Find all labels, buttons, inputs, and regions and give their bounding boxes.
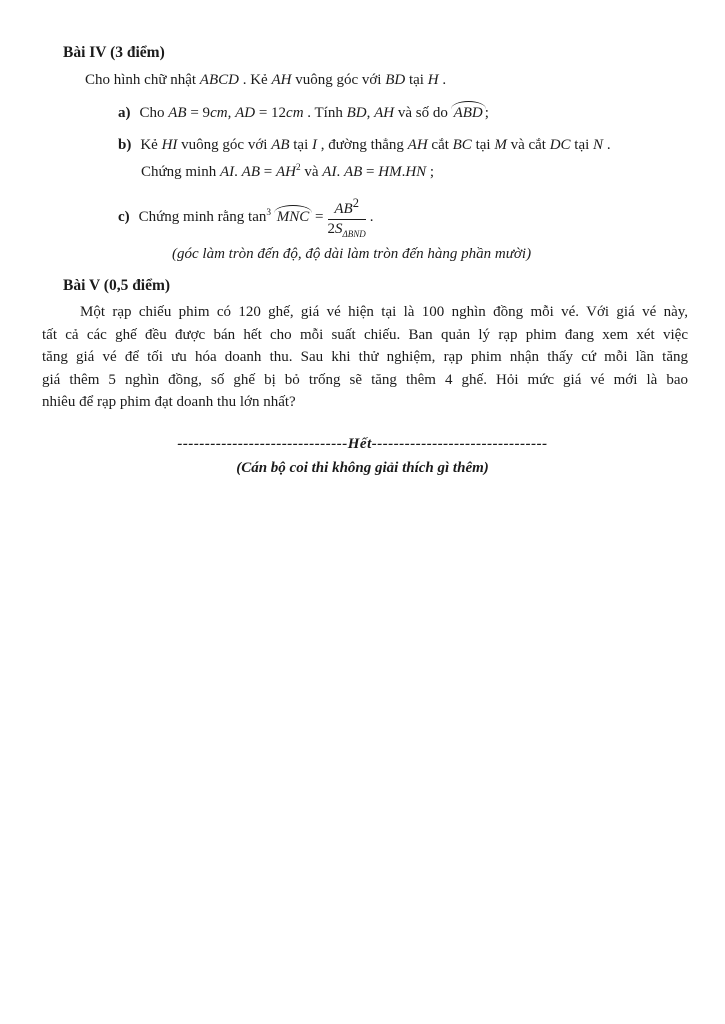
item-a-label: a)	[118, 105, 131, 121]
numerator-base: AB	[334, 201, 353, 217]
denominator-subscript: ΔBND	[342, 229, 366, 240]
paragraph-line: tăng giá vé để tối ưu hóa doanh thu. Sau khi thử nghiệm, rạp phim nhận thấy cứ mỗi lần tăng	[42, 349, 688, 365]
item-b-continuation: Chứng minh AI. AB = $AH^2$ và AI. AB = HM.HN ;	[141, 163, 435, 180]
fraction-numerator	[328, 196, 366, 220]
denominator-base: S	[335, 221, 343, 238]
item-b-label: b)	[118, 137, 132, 153]
denominator-coefficient: 2	[327, 221, 335, 238]
paragraph-line: Một rạp chiếu phim có 120 ghế, giá vé hiện tại là 100 nghìn đồng mỗi vé. Với giá vé này,	[80, 304, 688, 320]
rounding-note: (góc làm tròn đến độ, độ dài làm tròn đến hàng phần mười)	[172, 246, 532, 262]
numerator-exponent: 2	[352, 196, 359, 210]
problem-iv-item-a	[118, 104, 489, 122]
fraction-denominator	[328, 220, 366, 238]
paragraph-line: tất cả các ghế đều được bán hết cho mỗi suất chiếu. Ban quản lý rạp phim đang xem xét việc	[42, 326, 688, 343]
fraction	[328, 196, 366, 239]
problem-iv-item-c	[118, 196, 374, 239]
item-c-period: .	[369, 208, 374, 225]
paragraph-line: giá thêm 5 nghìn đồng, số ghế bị bỏ trống sẽ tăng thêm 4 ghế. Hỏi mức giá vé mới là bao	[42, 371, 688, 388]
section-v-paragraph	[42, 301, 688, 414]
item-a-text: Cho AB = 9cm, AD = 12cm . Tính BD, AH và số do ABD ;	[139, 105, 489, 121]
item-b-text: Kẻ HI vuông góc với AB tại I , đường thẳng AH cắt BC tại M và cắt DC tại N .	[140, 137, 611, 153]
section-iv-heading: Bài IV (3 điểm)	[63, 44, 165, 61]
section-iv-intro: Cho hình chữ nhật ABCD . Kẻ AH vuông góc với BD tại H .	[85, 72, 447, 88]
paragraph-line: nhiêu để rạp phim đạt doanh thu lớn nhất?	[42, 394, 296, 410]
item-c-lead: Chứng minh rằng $\tan^3$ MNC =	[138, 207, 324, 225]
end-divider: -------------------------------Hết--------------------------------	[177, 436, 548, 452]
section-v-heading: Bài V (0,5 điểm)	[63, 277, 171, 294]
proctor-note: (Cán bộ coi thi không giải thích gì thêm)	[236, 460, 489, 476]
item-c-label: c)	[118, 208, 130, 225]
problem-iv-item-b	[118, 137, 611, 154]
